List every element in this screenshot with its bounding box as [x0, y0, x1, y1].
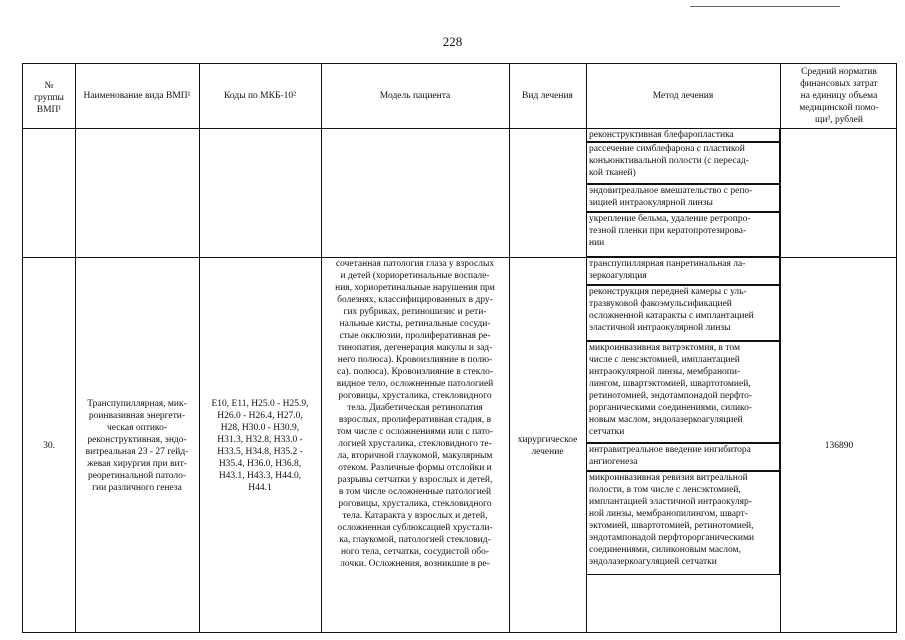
- row-group-number: 30.: [43, 440, 55, 451]
- method-item: транспупиллярная панретинальная ла- зеркоагуляция: [586, 257, 780, 285]
- header-icd-codes: Коды по МКБ-10²: [224, 91, 296, 101]
- scan-line-top: [690, 6, 840, 7]
- method-item: микроинвазивная витрэктомия, в том числе с ленсэктомией, имплантацией интраокулярной линзы, мембранопи- лингом, швартэктомией, швартотомией, ретинотомией, эндотампонадой перфто- рорганическими соединениями, силико- новым маслом, эндолазеркоагуляцией сетчатки: [586, 341, 780, 443]
- method-item: реконструктивная блефаропластика: [586, 128, 780, 142]
- row-treatment-type: хирургическое лечение: [517, 434, 578, 457]
- row-cost: 136890: [824, 440, 854, 451]
- method-item: интравитреальное введение ингибитора ангиогенеза: [586, 443, 780, 471]
- header-cost: Средний норматив финансовых затрат на единицу объема медицинской помо- щи³, рублей: [799, 67, 879, 125]
- row-vmp-name: Транспупиллярная, мик- роинвазивная энергети- ческая оптико- реконструктивная, эндо- витреальная 23 - 27 гейд- жевая хирургия при вит- реоретинальной патоло- гии различного генеза: [85, 398, 189, 493]
- row-patient-model: сочетанная патология глаза у взрослых и детей (хориоретинальные воспале- ния, хориоретинальные нарушения при болезнях, классифицированных в дру- гих рубриках, ретиношизис и рети- нальные кисты, ретинальные сосуди- стые окклюзии, пролиферативная ре- тинопатия, дегенерация макулы и зад- него полюса). Кровоизлияние в полю- са). полюса). Кровоизлияние в стекло- видное тело, осложненные патологией роговицы, хрусталика, стекловидного тела. Диабетическая ретинопатия взрослых, пролиферативная стадия, в том числе с осложнениями или с пато- логией хрусталика, стекловидного те- ла, вторичной глаукомой, макулярным отеком. Различные формы отслойки и разрывы сетчатки у взрослых и детей, в том числе осложненные патологией роговицы, хрусталика, стекловидного тела. Катаракта у взрослых и детей, осложненная сублюксацией хрустали- ка, глаукомой, патологией стекловид- ного тела, сетчатки, сосудистой обо- лочки. Осложнения, возникшие в ре-: [335, 259, 495, 569]
- method-item: реконструкция передней камеры с уль- тразвуковой факоэмульсификацией осложненной катаракты с имплантацией эластичной интраокулярной линзы: [586, 285, 780, 341]
- header-vmp-name: Наименование вида ВМП¹: [83, 91, 191, 101]
- vmp-table: [22, 63, 897, 633]
- header-group-number: № группы ВМП¹: [34, 81, 64, 115]
- header-patient-model: Модель пациента: [379, 91, 451, 101]
- method-item: микроинвазивная ревизия витреальной полости, в том числе с ленсэктомией, имплантацией эластичной интраокуляр- ной линзы, мембранопилингом, шварт- эктомией, швартотомией, ретинотомией, эндотампонадой перфторорганическими соединениями, силиконовым маслом, эндолазеркоагуляцией сетчатки: [586, 471, 780, 575]
- method-item: эндовитреальное вмешательство с репо- зицией интраокулярной линзы: [586, 184, 780, 212]
- header-treatment-type: Вид лечения: [522, 91, 573, 101]
- method-item: рассечение симблефарона с пластикой конъюнктивальной полости (с пересад- кой тканей): [586, 142, 780, 184]
- method-item: укрепление бельма, удаление ретропро- тезной пленки при кератопротезирова- нии: [586, 212, 780, 257]
- row-icd-codes: E10, E11, H25.0 - H25.9, H26.0 - H26.4, H27.0, H28, H30.0 - H30.9, H31.3, H32.8, H33.0 - H33.5, H34.8, H35.2 - H35.4, H36.0, H36.8, H43.1, H43.3, H44.0, H44.1: [211, 398, 309, 493]
- page-number: 228: [442, 34, 463, 49]
- header-treatment-method: Метод лечения: [652, 91, 714, 101]
